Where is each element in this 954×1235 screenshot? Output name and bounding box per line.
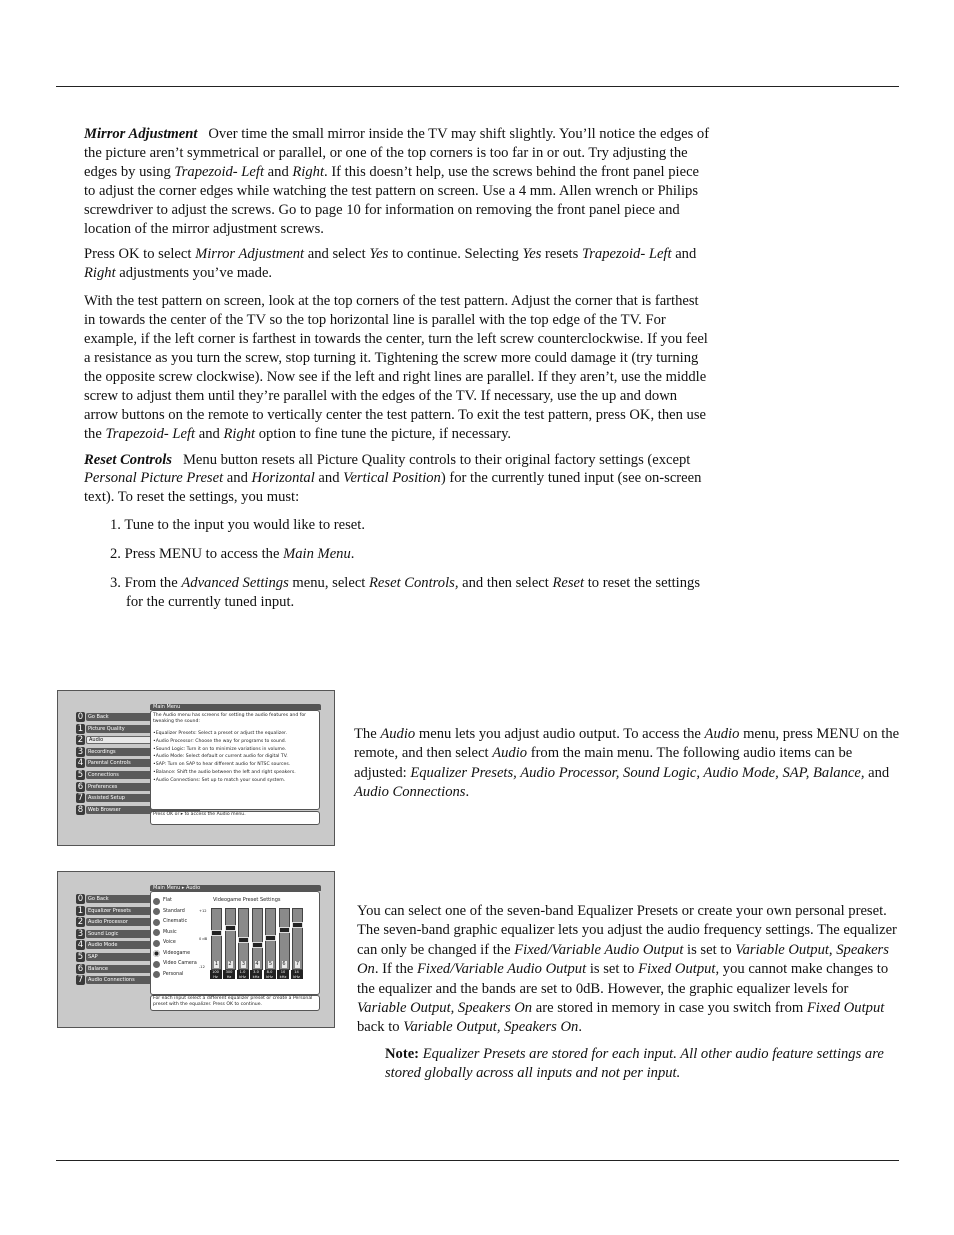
- text-run: resets: [541, 246, 582, 263]
- text-run: Vertical Position: [343, 470, 441, 487]
- menu-number: 4: [77, 940, 84, 951]
- reset-step-3: [84, 574, 712, 612]
- text-run: Menu button resets all Picture Quality controls to their original factory settings (except: [182, 451, 691, 468]
- menu-number: 7: [77, 793, 84, 804]
- text-run: Reset Controls,: [369, 575, 459, 592]
- text-run: Over time the small mirror inside the TV may shift slightly. You’ll notice the edges of the picture aren’t symmetrical or parallel, or one of the top corners is too far in or out. Try adjusting the edges by using: [84, 126, 710, 180]
- scale-label: +12: [199, 909, 207, 913]
- mirror-heading: Mirror Adjustment: [84, 126, 198, 142]
- text-run: 2. Press MENU to access the: [110, 546, 284, 563]
- text-run: and: [671, 246, 697, 263]
- audio-menu-paragraph: [354, 725, 902, 803]
- band-number: 4: [255, 961, 259, 967]
- menu-number: 4: [77, 758, 84, 769]
- band-number: 3: [241, 961, 246, 967]
- reset-step-1: [84, 516, 712, 535]
- text-run: to continue. Selecting: [388, 246, 523, 263]
- menu-number: 0: [77, 894, 84, 905]
- text-run: to reset the settings for the currently tuned input.: [126, 575, 701, 610]
- text-run: Fixed/Variable Audio Output: [417, 961, 587, 978]
- text-run: and: [264, 163, 293, 180]
- text-run: Audio Connections: [354, 784, 466, 801]
- text-run: , you cannot make changes to the equalizer and the bands are set to 0dB. However, the graphic equalizer levels for: [357, 961, 889, 997]
- radio-icon: [153, 908, 160, 915]
- preset-label: Video Camera: [163, 961, 197, 967]
- band-number: 2: [228, 961, 232, 967]
- mirror-paragraph-1: [84, 125, 712, 238]
- equalizer-band[interactable]: [211, 908, 222, 970]
- text-run: Note:: [385, 1045, 420, 1062]
- band-frequency-label: 3.0 kHz: [250, 970, 262, 979]
- text-run: menu, press MENU on the remote, and then select: [354, 726, 900, 762]
- preset-option[interactable]: [153, 959, 197, 970]
- preset-label: Music: [163, 929, 177, 935]
- equalizer-footer: For each input select a different equalizer preset or create a Personal preset with the equalizer. Press OK to continue.: [150, 995, 320, 1011]
- menu-number: 5: [77, 769, 84, 780]
- audio-info-line: •Audio Processor: Choose the way for programs to sound.: [153, 738, 287, 744]
- main-menu-title: Main Menu: [150, 704, 321, 710]
- text-run: 3. From the: [110, 575, 182, 592]
- text-run: .: [350, 546, 355, 563]
- text-run: Press OK to select: [84, 246, 196, 263]
- preset-option[interactable]: [153, 938, 197, 949]
- menu-number: 3: [77, 746, 84, 757]
- slider-knob[interactable]: [211, 930, 222, 936]
- menu-label: SAP: [86, 953, 200, 961]
- radio-icon: [153, 929, 160, 936]
- text-run: is set to: [683, 941, 736, 958]
- band-number: 1: [214, 961, 219, 967]
- text-run: menu, select: [288, 575, 370, 592]
- text-run: Fixed Output: [638, 961, 716, 978]
- slider-knob[interactable]: [265, 935, 276, 941]
- text-run: .: [578, 1019, 582, 1036]
- audio-info-line: •Equalizer Presets: Select a preset or adjust the equalizer.: [153, 731, 287, 736]
- text-run: Fixed/Variable Audio Output: [514, 941, 684, 958]
- menu-number: 3: [77, 928, 84, 939]
- audio-menu-screenshot: [57, 871, 335, 1028]
- menu-number: 7: [77, 975, 84, 986]
- preset-list: [153, 896, 197, 980]
- band-frequency-label: 10 kHz: [277, 970, 289, 979]
- equalizer-band[interactable]: [238, 908, 249, 970]
- menu-label: Balance: [86, 965, 200, 973]
- text-run: Yes: [369, 246, 389, 263]
- text-run: Variable Output, Speakers On: [357, 1000, 533, 1017]
- equalizer-paragraph: [357, 902, 899, 1038]
- equalizer-band[interactable]: [265, 908, 276, 970]
- text-run: With the test pattern on screen, look at the top corners of the test pattern. Adjust the corner that is farthest in towards the center of the TV so the top horizontal line is parallel with the top edge of the TV. For example, if the left corner is farthest in towards the center, turn the left screw counterclockwise. If you feel a resistance as you turn the screw, stop turning it. Tightening the screw more could damage it (try turning the opposite screw clockwise). Now see if the left and right lines are parallel. If they aren’t, use the middle screw to adjust them until they’re parallel with the edges of the TV. If necessary, use the up and down arrow buttons on the remote to vertically center the test pattern. To exit the test pattern, press OK, then use the: [84, 293, 708, 442]
- radio-icon: [153, 971, 160, 978]
- scale-label: 0 dB: [199, 937, 208, 941]
- audio-info-line: •Audio Mode: Select default or current audio for digital TV.: [153, 754, 288, 760]
- audio-info-line: •Audio Connections: Set up to match your sound system.: [153, 777, 286, 783]
- text-run: and: [223, 470, 252, 487]
- text-run: Equalizer Presets are stored for each input. All other audio feature settings are stored globally across all inputs and not per input.: [385, 1045, 884, 1082]
- text-run: Trapezoid- Left: [105, 425, 196, 442]
- band-number: 6: [282, 961, 286, 967]
- text-run: Yes: [522, 246, 542, 263]
- text-run: . If the: [374, 961, 417, 978]
- text-run: are stored in memory in case you switch from: [532, 1000, 807, 1017]
- equalizer-note: [357, 1045, 899, 1084]
- text-run: Horizontal: [251, 470, 315, 487]
- equalizer-graph: [199, 906, 311, 992]
- radio-icon: [153, 950, 160, 957]
- preset-option[interactable]: [153, 896, 197, 907]
- menu-label: Audio Mode: [86, 941, 200, 949]
- text-run: . If this doesn’t help, use the screws behind the front panel piece to adjust the corner edges while watching the test pattern on screen. Use a 4 mm. Allen wrench or Philips screwdriver to adjust the screws. Go to page 10 for information on removing the front panel piece and location of the mirror adjustment screws.: [84, 163, 700, 237]
- text-run: and: [864, 764, 890, 781]
- equalizer-band[interactable]: [292, 908, 303, 970]
- text-run: menu lets you adjust audio output. To access the: [415, 726, 705, 742]
- audio-info-panel: [150, 710, 320, 810]
- menu-label: Audio: [86, 736, 200, 744]
- menu-number: 1: [77, 905, 84, 916]
- slider-knob[interactable]: [252, 942, 263, 948]
- menu-number: 2: [77, 917, 84, 928]
- radio-icon: [153, 961, 160, 968]
- menu-number: 0: [77, 712, 84, 723]
- slider-knob[interactable]: [279, 927, 290, 933]
- reset-heading: Reset Controls: [84, 451, 172, 468]
- text-run: .: [465, 784, 470, 801]
- text-run: Variable Output, Speakers On: [357, 941, 889, 978]
- preset-option[interactable]: [153, 949, 197, 960]
- menu-label: Sound Logic: [86, 930, 200, 938]
- text-run: option to fine tune the picture, if necessary.: [255, 425, 512, 442]
- text-run: Audio: [380, 726, 416, 742]
- preset-label: Videogame: [163, 950, 191, 956]
- mirror-paragraph-2: [84, 245, 712, 283]
- text-run: Advanced Settings: [181, 575, 289, 592]
- menu-label: Connections: [86, 771, 200, 779]
- slider-knob[interactable]: [292, 922, 303, 928]
- radio-icon: [153, 919, 160, 926]
- slider-knob[interactable]: [225, 925, 236, 931]
- menu-number: 5: [77, 951, 84, 962]
- text-run: Right: [292, 163, 325, 180]
- slider-knob[interactable]: [238, 937, 249, 943]
- menu-label: Audio Processor: [86, 918, 200, 926]
- preset-option[interactable]: [153, 970, 197, 981]
- menu-label: Audio Connections: [86, 976, 200, 984]
- menu-label: Web Browser: [86, 806, 200, 814]
- text-run: is set to: [586, 961, 639, 978]
- text-run: Reset: [552, 575, 585, 592]
- reset-steps: [84, 516, 712, 612]
- band-number: 5: [268, 961, 273, 967]
- band-frequency-label: 100 Hz: [210, 970, 222, 979]
- band-frequency-label: 1.0 kHz: [237, 970, 249, 979]
- text-run: The: [354, 726, 381, 742]
- menu-label: Go Back: [86, 895, 200, 903]
- main-text-column: [84, 125, 712, 612]
- preset-label: Flat: [163, 898, 172, 904]
- text-run: Right: [223, 425, 256, 442]
- text-run: and: [195, 425, 224, 442]
- text-run: ) for the currently tuned input (see on-screen text). To reset the settings, you must:: [84, 470, 702, 506]
- menu-number: 2: [77, 735, 84, 746]
- equalizer-band[interactable]: [225, 908, 236, 970]
- radio-icon: [153, 940, 160, 947]
- preset-option[interactable]: [153, 928, 197, 939]
- text-run: You can select one of the seven-band Equalizer Presets or create your own personal preset. The seven-band graphic equalizer lets you adjust the audio frequency settings. The equalizer can only be changed if the: [357, 903, 897, 958]
- band-number: 7: [295, 961, 300, 967]
- equalizer-band[interactable]: [252, 908, 263, 970]
- audio-info-footer: Press OK or ▸ to access the Audio menu.: [150, 811, 320, 825]
- text-run: adjustments you’ve made.: [115, 265, 273, 282]
- menu-number: 6: [77, 781, 84, 792]
- bottom-rule: [56, 1160, 899, 1161]
- preset-label: Personal: [163, 971, 184, 977]
- menu-number: 1: [77, 723, 84, 734]
- menu-number: 8: [77, 804, 84, 815]
- menu-label: Parental Controls: [86, 759, 200, 767]
- band-frequency-label: 300 Hz: [223, 970, 235, 979]
- main-menu-screenshot: [57, 690, 335, 846]
- text-run: Audio: [704, 726, 740, 742]
- menu-label: Recordings: [86, 748, 200, 756]
- audio-info-line: •Sound Logic: Turn it on to minimize variations in volume.: [153, 746, 287, 752]
- top-rule: [56, 86, 899, 87]
- text-run: Main Menu: [283, 546, 351, 563]
- menu-label: Picture Quality: [86, 725, 200, 733]
- preset-label: Cinematic: [163, 919, 188, 925]
- band-frequency-label: 8.0 kHz: [264, 970, 276, 979]
- audio-info-lines: [151, 727, 319, 785]
- menu-label: Go Back: [86, 713, 200, 721]
- preset-option[interactable]: [153, 907, 197, 918]
- reset-step-2: [84, 545, 712, 564]
- text-run: Right: [84, 265, 116, 282]
- text-run: Equalizer Presets, Audio Processor, Sound Logic, Audio Mode, SAP, Balance,: [410, 764, 865, 781]
- preset-label: Voice: [163, 940, 176, 946]
- scale-label: -12: [199, 965, 205, 969]
- audio-info-line: •Balance: Shift the audio between the left and right speakers.: [153, 769, 296, 775]
- menu-label: Assisted Setup: [86, 794, 200, 802]
- text-run: and then select: [458, 575, 553, 592]
- text-run: from the main menu. The following audio items can be adjusted:: [354, 745, 853, 781]
- text-run: Personal Picture Preset: [84, 470, 224, 487]
- reset-paragraph-1: [84, 451, 712, 508]
- text-run: and select: [304, 246, 370, 263]
- text-run: Trapezoid- Left: [174, 163, 265, 180]
- text-run: Audio: [492, 745, 528, 762]
- text-run: Variable Output, Speakers On: [403, 1019, 579, 1036]
- menu-number: 6: [77, 963, 84, 974]
- radio-icon: [153, 898, 160, 905]
- audio-info-line: •SAP: Turn on SAP to hear different audio for NTSC sources.: [153, 762, 291, 768]
- band-frequency-label: 14 kHz: [291, 970, 303, 979]
- audio-info-intro: The Audio menu has screens for setting the audio features and for tweaking the sound:: [153, 713, 307, 724]
- text-run: back to: [357, 1019, 404, 1036]
- menu-label: Preferences: [86, 783, 200, 791]
- text-run: Trapezoid- Left: [581, 246, 672, 263]
- text-run: 1. Tune to the input you would like to reset.: [110, 517, 365, 534]
- text-run: and: [314, 470, 344, 487]
- preset-label: Standard: [163, 908, 185, 914]
- equalizer-text: [357, 902, 899, 1084]
- mirror-paragraph-3: [84, 292, 712, 443]
- text-run: Mirror Adjustment: [195, 246, 305, 263]
- preset-option[interactable]: [153, 917, 197, 928]
- equalizer-panel: [150, 891, 320, 995]
- text-run: Fixed Output: [806, 1000, 885, 1017]
- audio-menu-title: Main Menu ▸ Audio: [150, 885, 321, 891]
- menu-label: Equalizer Presets: [86, 907, 200, 915]
- audio-menu-text: [354, 725, 902, 803]
- equalizer-band[interactable]: [279, 908, 290, 970]
- equalizer-title: Videogame Preset Settings: [213, 897, 281, 903]
